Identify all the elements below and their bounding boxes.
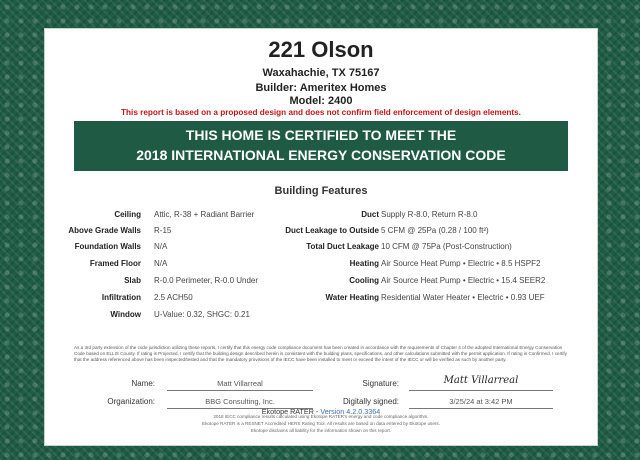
certificate-page	[44, 28, 598, 446]
builder-line: Builder: Ameritex Homes	[255, 82, 387, 94]
signature-value: Matt Villarreal	[409, 375, 553, 391]
feature-value-slab: R-0.0 Perimeter, R-0.0 Under	[154, 276, 259, 285]
organization-label: Organization:	[107, 397, 155, 406]
feature-label-water-heating: Water Heating	[325, 293, 379, 302]
feature-label-walls: Above Grade Walls	[68, 226, 141, 235]
city-line: Waxahachie, TX 75167	[262, 67, 380, 79]
certification-banner	[74, 121, 568, 171]
feature-value-duct: Supply R-8.0, Return R-8.0	[381, 210, 478, 219]
digitally-signed-label: Digitally signed:	[342, 397, 399, 406]
design-notice: This report is based on a proposed design and does not confirm field enforcement of design elements.	[121, 108, 521, 117]
feature-label-cooling: Cooling	[349, 276, 379, 285]
feature-value-heating: Air Source Heat Pump • Electric • 8.5 HSPF2	[381, 259, 541, 268]
banner-line-1: THIS HOME IS CERTIFIED TO MEET THE	[185, 127, 457, 143]
feature-label-slab: Slab	[124, 276, 141, 285]
model-line: Model: 2400	[289, 95, 353, 107]
footer-line-2: Ekotope RATER is a RESNET Accredited HERS Rating Tool. All results are based on data entered by Ekotope users.	[202, 421, 440, 426]
name-label: Name:	[131, 379, 155, 388]
feature-label-duct-leakage-outside: Duct Leakage to Outside	[285, 226, 379, 235]
footer-line-3: Ekotope disclaims all liability for the information shown on this report.	[250, 428, 392, 433]
feature-value-infiltration: 2.5 ACH50	[154, 293, 193, 302]
footer-line-1: 2018 IECC compliance results calculated using Ekotope RATER's energy and code compliance algorithm.	[213, 414, 429, 419]
feature-value-foundation: N/A	[154, 242, 168, 251]
feature-label-floor: Framed Floor	[89, 259, 141, 268]
feature-value-water-heating: Residential Water Heater • Electric • 0.93 UEF	[381, 293, 545, 302]
organization-value: BBG Consulting, Inc.	[167, 397, 313, 409]
feature-label-infiltration: Infiltration	[101, 293, 141, 302]
feature-value-total-duct-leakage: 10 CFM @ 75Pa (Post-Construction)	[381, 242, 512, 251]
digitally-signed-value: 3/25/24 at 3:42 PM	[409, 397, 553, 409]
banner-line-2: 2018 INTERNATIONAL ENERGY CONSERVATION CODE	[136, 147, 506, 163]
certification-disclaimer: As a 3rd party extension of the code jurisdiction utilizing these reports, I certify that this energy code compliance document has been created in accordance with the requirements of Chapter 4 of the adopted International Energy Conservation Code based on ELLIS County. If rating is Projected, I certify that the building design described herein is consistent with the building plans, specifications, and other calculations submitted with the permit application. If rating is Confirmed, I certify that the address referenced above has been inspected/tested and that the mandatory provisions of the IECC have been installed to meet or exceed the intent of the IECC or will be verified as such by another party.	[74, 345, 567, 363]
feature-label-ceiling: Ceiling	[114, 210, 141, 219]
feature-value-ceiling: Attic, R-38 + Radiant Barrier	[154, 210, 255, 219]
ekotope-version: Version 4.2.0.3364	[320, 407, 381, 416]
ekotope-label: Ekotope RATER -	[261, 407, 321, 416]
feature-label-foundation: Foundation Walls	[74, 242, 141, 251]
name-value: Matt Villarreal	[167, 379, 313, 391]
feature-value-cooling: Air Source Heat Pump • Electric • 15.4 SEER2	[381, 276, 546, 285]
feature-value-window: U-Value: 0.32, SHGC: 0.21	[154, 310, 250, 319]
feature-value-floor: N/A	[154, 259, 168, 268]
feature-label-duct: Duct	[361, 210, 379, 219]
feature-label-window: Window	[110, 310, 141, 319]
signature-label: Signature:	[362, 379, 399, 388]
feature-value-walls: R-15	[154, 226, 172, 235]
feature-label-heating: Heating	[349, 259, 379, 268]
address-title: 221 Olson	[268, 37, 374, 62]
feature-value-duct-leakage-outside: 5 CFM @ 25Pa (0.28 / 100 ft²)	[381, 226, 489, 235]
feature-label-total-duct-leakage: Total Duct Leakage	[306, 242, 379, 251]
building-features-title: Building Features	[274, 185, 368, 197]
